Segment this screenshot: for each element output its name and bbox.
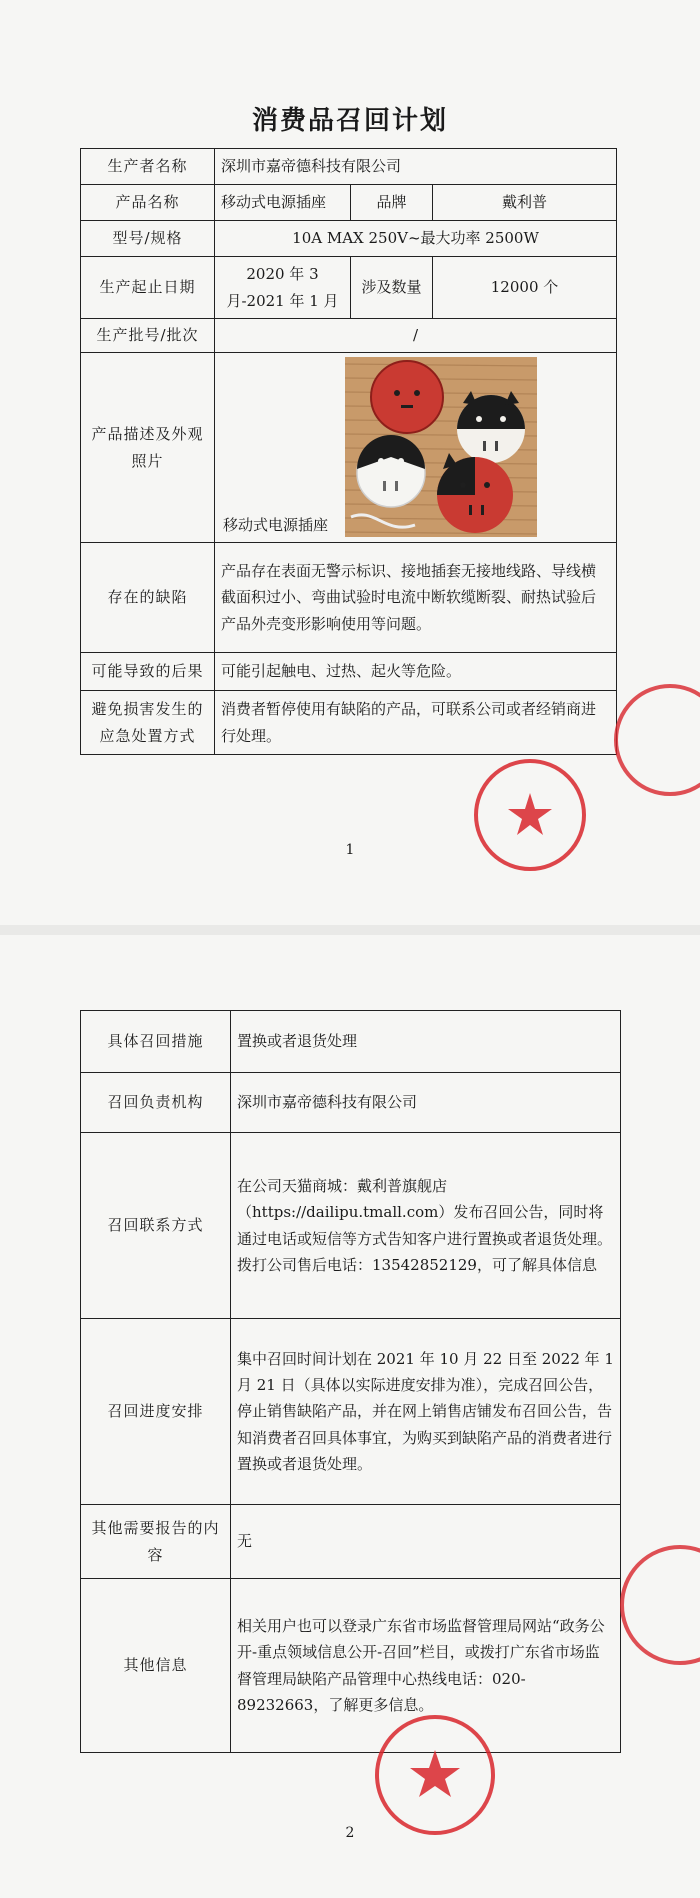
- recall-plan-table-2: [80, 1010, 621, 1753]
- consequence-value: 可能引起触电、过热、起火等危险。: [215, 653, 617, 691]
- document-page-1: [0, 0, 700, 925]
- schedule-label: 召回进度安排: [81, 1319, 231, 1505]
- manufacturer-label: 生产者名称: [81, 149, 215, 185]
- document-title: 消费品召回计划: [251, 106, 448, 136]
- document-page-2: [0, 935, 700, 1898]
- production-date-label: 生产起止日期: [81, 257, 215, 319]
- product-name-label: 产品名称: [81, 185, 215, 221]
- model-value: 10A MAX 250V~最大功率 2500W: [215, 221, 617, 257]
- responsible-org-label: 召回负责机构: [81, 1073, 231, 1133]
- product-name-value: 移动式电源插座: [215, 185, 351, 221]
- recall-plan-table-1: [80, 148, 617, 755]
- production-date-value: 2020 年 3 月-2021 年 1 月: [215, 257, 351, 319]
- measures-label: 具体召回措施: [81, 1011, 231, 1073]
- contact-value: [231, 1133, 621, 1319]
- other-info-label: 其他信息: [81, 1579, 231, 1753]
- schedule-value: 集中召回时间计划在 2021 年 10 月 22 日至 2022 年 1 月 21 日（具体以实际进度安排为准），完成召回公告，停止销售缺陷产品，并在网上销售店铺发布召回公告，告知消费者召回具体事宜，为购买到缺陷产品的消费者进行置换或者退货处理。: [231, 1319, 621, 1505]
- defect-value: 产品存在表面无警示标识、接地插套无接地线路、导线横截面积过小、弯曲试验时电流中断软缆断裂、耐热试验后产品外壳变形影响使用等问题。: [215, 543, 617, 653]
- other-report-value: 无: [231, 1505, 621, 1579]
- product-photo-label: 产品描述及外观照片: [81, 353, 215, 543]
- consequence-label: 可能导致的后果: [81, 653, 215, 691]
- other-report-label: 其他需要报告的内容: [81, 1505, 231, 1579]
- product-photo-cell: [215, 353, 617, 543]
- responsible-org-value: 深圳市嘉帝德科技有限公司: [231, 1073, 621, 1133]
- product-photo: [345, 357, 537, 537]
- contact-value-text-2: 拨打公司售后电话：13542852129，可了解具体信息: [237, 1255, 597, 1274]
- brand-value: 戴利普: [433, 185, 617, 221]
- company-seal-edge-2: [615, 1540, 700, 1670]
- brand-label: 品牌: [351, 185, 433, 221]
- batch-label: 生产批号/批次: [81, 319, 215, 353]
- defect-label: 存在的缺陷: [81, 543, 215, 653]
- manufacturer-value: 深圳市嘉帝德科技有限公司: [215, 149, 617, 185]
- quantity-value: 12000 个: [433, 257, 617, 319]
- contact-label: 召回联系方式: [81, 1133, 231, 1319]
- socket-black-1: [457, 391, 525, 463]
- socket-red-1: [371, 361, 443, 433]
- company-seal-edge-1: [610, 680, 700, 800]
- contact-value-text-1: 在公司天猫商城：戴利普旗舰店（https://dailipu.tmall.com）发布召回公告，同时将通过电话或短信等方式告知客户进行置换或者退货处理。: [237, 1177, 613, 1248]
- other-info-value: 相关用户也可以登录广东省市场监督管理局网站“政务公开-重点领域信息公开-召回”栏目，或拨打广东省市场监督管理局缺陷产品管理中心热线电话：020-89232663，了解更多信息。: [231, 1579, 621, 1753]
- page-number-2: 2: [345, 1825, 355, 1841]
- model-label: 型号/规格: [81, 221, 215, 257]
- quantity-label: 涉及数量: [351, 257, 433, 319]
- measures-value: 置换或者退货处理: [231, 1011, 621, 1073]
- page-number-1: 1: [345, 842, 355, 858]
- emergency-value: 消费者暂停使用有缺陷的产品，可联系公司或者经销商进行处理。: [215, 691, 617, 755]
- socket-white-1: [357, 435, 425, 507]
- product-photo-caption: 移动式电源插座: [223, 515, 329, 534]
- emergency-label: 避免损害发生的应急处置方式: [81, 691, 215, 755]
- batch-value: /: [215, 319, 617, 353]
